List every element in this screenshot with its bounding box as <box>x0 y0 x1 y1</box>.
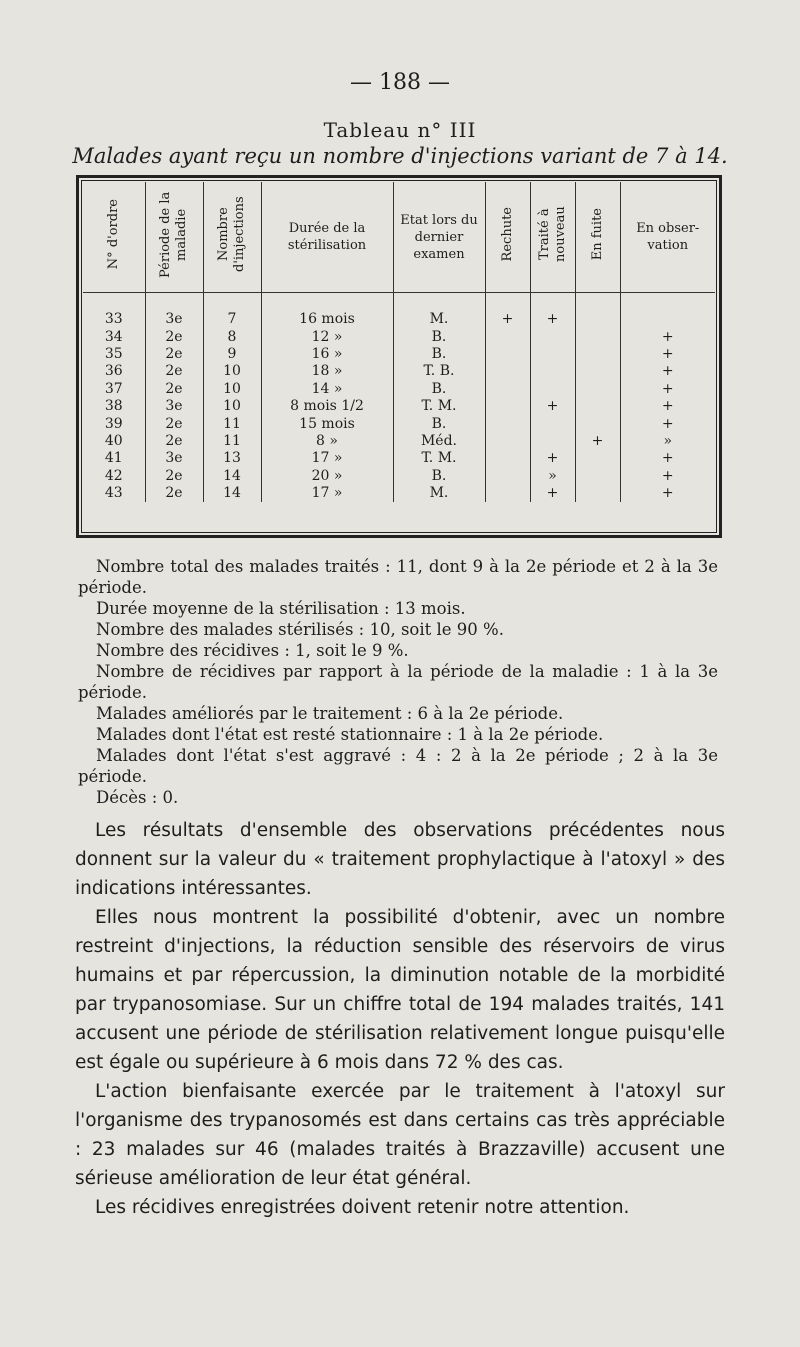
table-cell-inj: 7 <box>203 311 261 328</box>
table-cell-period: 2e <box>145 485 203 502</box>
table-cell-dur: 20 » <box>261 468 393 485</box>
header-fled: En fuite <box>575 182 620 293</box>
table-cell-dur: 18 » <box>261 363 393 380</box>
table-cell-fled <box>575 328 620 345</box>
table-cell-relapse <box>485 433 530 450</box>
table-cell-inj: 11 <box>203 433 261 450</box>
table-row <box>83 468 715 485</box>
table-row <box>83 363 715 380</box>
table-subtitle: Malades ayant reçu un nombre d'injections variant de 7 à 14. <box>72 144 728 168</box>
table-row <box>83 311 715 328</box>
table-cell-order: 34 <box>83 328 145 345</box>
stat-line: Décès : 0. <box>96 788 179 807</box>
table-cell-obs: + <box>661 328 674 345</box>
table-cell-period: 2e <box>145 468 203 485</box>
stat-line: Malades dont l'état s'est aggravé : 4 : 2 à la 2e période ; 2 à la 3e période. <box>78 746 718 786</box>
stat-line: Durée moyenne de la stérilisation : 13 mois. <box>96 599 466 618</box>
table-cell-obs: + <box>661 415 674 432</box>
table-cell-period: 2e <box>145 363 203 380</box>
table-cell-relapse <box>485 381 530 398</box>
table-cell-obs: + <box>661 380 674 397</box>
table-cell-order: 43 <box>83 485 145 502</box>
table-cell-order: 41 <box>83 450 145 467</box>
table-cell-inj: 9 <box>203 346 261 363</box>
table-cell-retreated <box>530 415 575 432</box>
table-cell-state: B. <box>393 328 485 345</box>
table-cell-relapse <box>485 346 530 363</box>
table-cell-inj: 8 <box>203 328 261 345</box>
table-cell-obs: + <box>661 450 674 467</box>
table-cell-retreated <box>530 328 575 345</box>
table-cell-fled <box>575 311 620 328</box>
table-cell-relapse <box>485 363 530 380</box>
header-relapse: Rechute <box>485 182 530 293</box>
table-cell-retreated <box>530 363 575 380</box>
table-cell-retreated: + <box>530 311 575 328</box>
header-retreated: Traité à nouveau <box>530 182 575 293</box>
data-table-frame <box>76 175 722 538</box>
table-cell-dur: 17 » <box>261 485 393 502</box>
header-duration: Durée de la stérilisation <box>261 182 393 293</box>
table-cell-state: B. <box>393 415 485 432</box>
table-cell-retreated <box>530 381 575 398</box>
table-cell-dur: 8 » <box>261 433 393 450</box>
table-cell-dur: 16 » <box>261 346 393 363</box>
table-cell-state: B. <box>393 381 485 398</box>
summary-statistics <box>78 556 718 808</box>
table-cell-inj: 10 <box>203 381 261 398</box>
table-cell-fled <box>575 363 620 380</box>
table-cell-order: 36 <box>83 363 145 380</box>
header-order: N° d'ordre <box>83 182 145 293</box>
table-title: Tableau n° III <box>323 118 477 142</box>
stat-line: Nombre des malades stérilisés : 10, soit le 90 %. <box>96 620 504 639</box>
table-cell-period: 2e <box>145 433 203 450</box>
header-observation: En obser-vation <box>620 182 715 293</box>
table-cell-fled <box>575 450 620 467</box>
table-row <box>83 398 715 415</box>
table-cell-order: 42 <box>83 468 145 485</box>
table-cell-dur: 17 » <box>261 450 393 467</box>
table-cell-retreated: » <box>530 468 575 485</box>
table-cell-order: 39 <box>83 415 145 432</box>
table-cell-period: 2e <box>145 415 203 432</box>
table-cell-obs <box>620 311 715 328</box>
table-cell-dur: 15 mois <box>261 415 393 432</box>
table-cell-order: 37 <box>83 381 145 398</box>
table-row <box>83 450 715 467</box>
table-cell-relapse <box>485 468 530 485</box>
table-cell-state: B. <box>393 468 485 485</box>
table-cell-state: Méd. <box>393 433 485 450</box>
table-cell-state: T. M. <box>393 398 485 415</box>
data-table <box>83 182 715 502</box>
table-cell-retreated <box>530 346 575 363</box>
paragraph: Les récidives enregistrées doivent retenir notre attention. <box>95 1197 630 1218</box>
table-cell-obs: + <box>661 363 674 380</box>
table-cell-relapse <box>485 398 530 415</box>
table-cell-fled <box>575 485 620 502</box>
table-cell-fled <box>575 346 620 363</box>
table-cell-relapse <box>485 328 530 345</box>
table-cell-obs: » <box>663 432 673 449</box>
paragraph: L'action bienfaisante exercée par le traitement à l'atoxyl sur l'organisme des trypanosomés est dans certains cas très appréciable : 23 malades sur 46 (malades traités à Brazzaville) accusent une sérieuse amélioration de leur état général. <box>75 1081 725 1189</box>
table-cell-period: 2e <box>145 346 203 363</box>
table-cell-state: M. <box>393 485 485 502</box>
stat-line: Malades dont l'état est resté stationnaire : 1 à la 2e période. <box>96 725 604 744</box>
table-cell-obs: + <box>661 467 674 484</box>
table-body <box>83 293 715 503</box>
table-cell-state: T. B. <box>393 363 485 380</box>
table-cell-relapse: + <box>485 311 530 328</box>
table-cell-retreated: + <box>530 398 575 415</box>
table-cell-obs: + <box>661 485 674 502</box>
stat-line: Malades améliorés par le traitement : 6 à la 2e période. <box>96 704 564 723</box>
table-row <box>83 485 715 502</box>
table-header-row <box>83 182 715 293</box>
stat-line: Nombre des récidives : 1, soit le 9 %. <box>96 641 409 660</box>
table-row <box>83 433 715 450</box>
table-cell-order: 33 <box>83 311 145 328</box>
table-cell-inj: 13 <box>203 450 261 467</box>
table-cell-fled <box>575 381 620 398</box>
table-cell-obs: + <box>661 398 674 415</box>
table-cell-inj: 14 <box>203 485 261 502</box>
table-row <box>83 381 715 398</box>
table-row <box>83 415 715 432</box>
table-cell-relapse <box>485 485 530 502</box>
table-cell-inj: 11 <box>203 415 261 432</box>
table-cell-dur: 12 » <box>261 328 393 345</box>
table-cell-state: M. <box>393 311 485 328</box>
table-cell-inj: 10 <box>203 398 261 415</box>
table-cell-retreated: + <box>530 485 575 502</box>
page-number: — 188 — <box>350 70 450 95</box>
stat-line: Nombre de récidives par rapport à la période de la maladie : 1 à la 3e période. <box>78 662 718 702</box>
table-cell-inj: 14 <box>203 468 261 485</box>
header-injections: Nombre d'injections <box>203 182 261 293</box>
table-cell-period: 2e <box>145 381 203 398</box>
table-cell-obs: + <box>661 345 674 362</box>
table-cell-order: 40 <box>83 433 145 450</box>
table-cell-dur: 8 mois 1/2 <box>261 398 393 415</box>
header-period: Période de la maladie <box>145 182 203 293</box>
table-cell-relapse <box>485 450 530 467</box>
table-cell-dur: 16 mois <box>261 311 393 328</box>
table-cell-relapse <box>485 415 530 432</box>
table-row <box>83 346 715 363</box>
table-cell-order: 38 <box>83 398 145 415</box>
header-state: Etat lors du dernier examen <box>393 182 485 293</box>
table-cell-inj: 10 <box>203 363 261 380</box>
paragraph: Elles nous montrent la possibilité d'obtenir, avec un nombre restreint d'injections, la réduction sensible des réservoirs de virus humains et par répercussion, la diminution notable de la morbidité par trypanosomiase. Sur un chiffre total de 194 malades traités, 141 accusent une période de stérilisation relativement longue puisqu'elle est égale ou supérieure à 6 mois dans 72 % des cas. <box>75 907 725 1073</box>
table-cell-period: 2e <box>145 328 203 345</box>
table-row <box>83 328 715 345</box>
table-cell-fled <box>575 415 620 432</box>
table-cell-period: 3e <box>145 450 203 467</box>
table-cell-fled: + <box>575 433 620 450</box>
table-cell-retreated <box>530 433 575 450</box>
table-cell-state: B. <box>393 346 485 363</box>
table-cell-order: 35 <box>83 346 145 363</box>
table-cell-period: 3e <box>145 398 203 415</box>
stat-line: Nombre total des malades traités : 11, dont 9 à la 2e période et 2 à la 3e période. <box>78 557 718 597</box>
table-cell-state: T. M. <box>393 450 485 467</box>
table-cell-fled <box>575 468 620 485</box>
table-cell-retreated: + <box>530 450 575 467</box>
body-text <box>75 816 725 1222</box>
table-cell-period: 3e <box>145 311 203 328</box>
table-cell-dur: 14 » <box>261 381 393 398</box>
table-cell-fled <box>575 398 620 415</box>
paragraph: Les résultats d'ensemble des observations précédentes nous donnent sur la valeur du « traitement prophylactique à l'atoxyl » des indications intéressantes. <box>75 820 725 899</box>
